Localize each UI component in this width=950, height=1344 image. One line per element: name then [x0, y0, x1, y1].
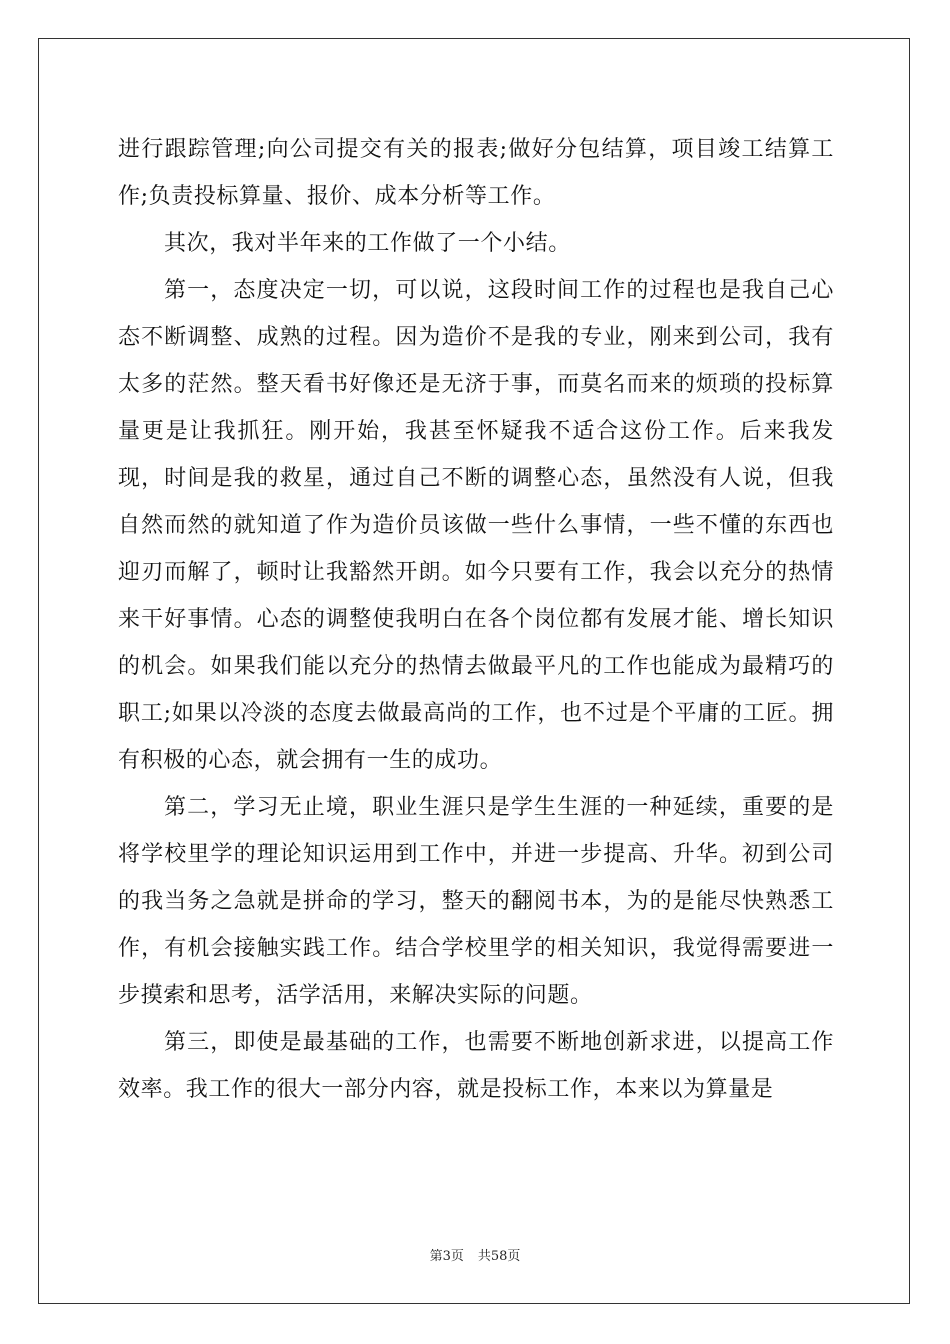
- page-number: 第3页: [429, 1249, 464, 1264]
- document-body: [118, 126, 834, 1113]
- paragraph-4: 第二，学习无止境，职业生涯只是学生生涯的一种延续，重要的是将学校里学的理论知识运用到工作中，并进一步提高、升华。初到公司的我当务之急就是拼命的学习，整天的翻阅书本，为的是能尽快熟悉工作，有机会接触实践工作。结合学校里学的相关知识，我觉得需要进一步摸索和思考，活学活用，来解决实际的问题。: [118, 795, 834, 1008]
- page-total: 共58页: [477, 1249, 521, 1264]
- paragraph-2: 其次，我对半年来的工作做了一个小结。: [164, 231, 571, 256]
- paragraph-5: 第三，即使是最基础的工作，也需要不断地创新求进，以提高工作效率。我工作的很大一部分内容，就是投标工作，本来以为算量是: [118, 1030, 834, 1102]
- page-footer: [0, 1245, 950, 1264]
- paragraph-3: 第一，态度决定一切，可以说，这段时间工作的过程也是我自己心态不断调整、成熟的过程。因为造价不是我的专业，刚来到公司，我有太多的茫然。整天看书好像还是无济于事，而莫名而来的烦琐的投标算量更是让我抓狂。刚开始，我甚至怀疑我不适合这份工作。后来我发现，时间是我的救星，通过自己不断的调整心态，虽然没有人说，但我自然而然的就知道了作为造价员该做一些什么事情，一些不懂的东西也迎刃而解了，顿时让我豁然开朗。如今只要有工作，我会以充分的热情来干好事情。心态的调整使我明白在各个岗位都有发展才能、增长知识的机会。如果我们能以充分的热情去做最平凡的工作也能成为最精巧的职工;如果以冷淡的态度去做最高尚的工作，也不过是个平庸的工匠。拥有积极的心态，就会拥有一生的成功。: [118, 278, 834, 773]
- paragraph-1: 进行跟踪管理;向公司提交有关的报表;做好分包结算，项目竣工结算工作;负责投标算量、报价、成本分析等工作。: [118, 137, 834, 209]
